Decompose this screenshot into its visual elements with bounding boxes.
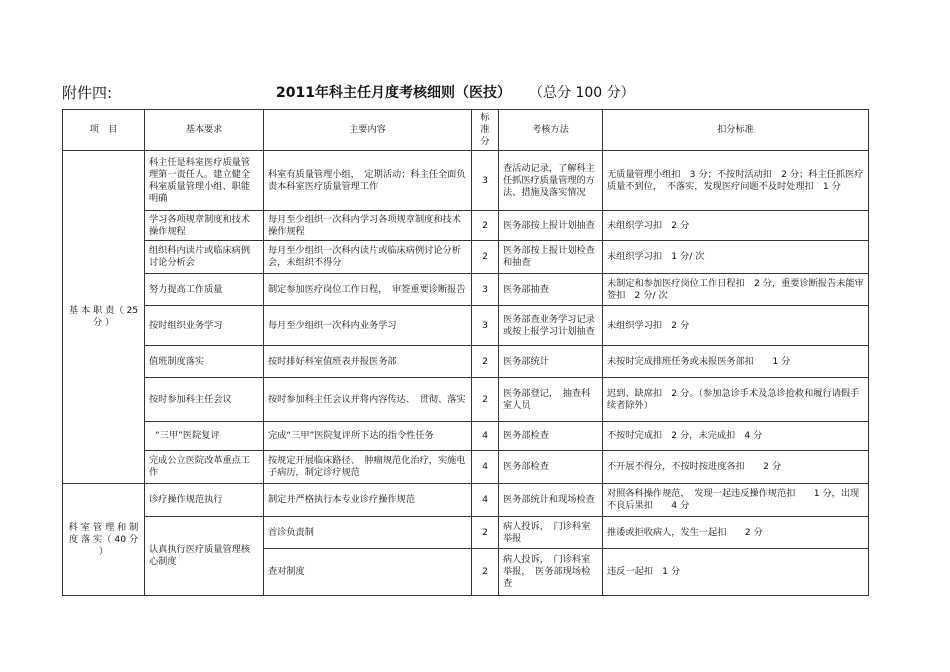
table-row [63, 274, 869, 306]
deduction-cell: 未组织学习扣 2 分 [603, 306, 869, 346]
method-cell: 医务部查业务学习记录或按上报学习计划抽查 [499, 306, 603, 346]
requirement-cell: 按时组织业务学习 [145, 306, 264, 346]
method-cell: 医务部检查 [499, 451, 603, 484]
requirement-cell: 组织科内读片或临床病例讨论分析会 [145, 241, 264, 274]
score-cell: 3 [472, 151, 499, 211]
method-cell: 医务部登记， 抽查科室人员 [499, 378, 603, 422]
table-row [63, 451, 869, 484]
content-cell: 每月至少组织一次科内读片或临床病例讨论分析会，未组织不得分 [264, 241, 472, 274]
deduction-cell: 不开展不得分，不按时按进度各扣 2 分 [603, 451, 869, 484]
requirement-cell: 诊疗操作规范执行 [145, 484, 264, 517]
deduction-cell: 推诿或拒收病人，发生一起扣 2 分 [603, 517, 869, 549]
score-cell: 2 [472, 378, 499, 422]
score-cell: 3 [472, 274, 499, 306]
deduction-cell: 未组织学习扣 2 分 [603, 211, 869, 241]
column-header-requirement: 基本要求 [145, 110, 264, 151]
deduction-cell: 违反一起扣 1 分 [603, 549, 869, 596]
requirement-cell: “三甲”医院复评 [145, 422, 264, 451]
requirement-cell: 努力提高工作质量 [145, 274, 264, 306]
table-header-row [63, 110, 869, 151]
score-cell: 2 [472, 346, 499, 378]
table-row [63, 151, 869, 211]
method-cell: 病人投诉， 门诊科室举报， 医务部现场检查 [499, 549, 603, 596]
deduction-cell: 无质量管理小组扣 3 分；不按时活动扣 2 分；科主任抓医疗质量不到位， 不落实，发现医疗问题不及时处理扣 1 分 [603, 151, 869, 211]
table-row [63, 346, 869, 378]
method-cell: 医务部统计和现场检查 [499, 484, 603, 517]
requirement-cell: 值班制度落实 [145, 346, 264, 378]
method-cell: 查活动记录，了解科主任抓医疗质量管理的方法、措施及落实情况 [499, 151, 603, 211]
requirement-cell: 按时参加科主任会议 [145, 378, 264, 422]
table-row [63, 306, 869, 346]
content-cell: 按时排好科室值班表并报医务部 [264, 346, 472, 378]
content-cell: 按时参加科主任会议并将内容传达、 贯彻、落实 [264, 378, 472, 422]
score-cell: 2 [472, 211, 499, 241]
section-label: 基 本 职 责（ 25 分 ） [63, 151, 145, 484]
requirement-cell: 学习各项规章制度和技术操作规程 [145, 211, 264, 241]
table-row [63, 378, 869, 422]
method-cell: 医务部抽查 [499, 274, 603, 306]
table-row [63, 422, 869, 451]
requirement-cell: 完成公立医院改革重点工作 [145, 451, 264, 484]
method-cell: 医务部按上报计划抽查 [499, 211, 603, 241]
requirement-cell: 科主任是科室医疗质量管理第一责任人。建立健全科室质量管理小组、职能明确 [145, 151, 264, 211]
score-cell: 4 [472, 422, 499, 451]
method-cell: 医务部统计 [499, 346, 603, 378]
score-cell: 4 [472, 484, 499, 517]
deduction-cell: 未制定和参加医疗岗位工作日程扣 2 分，重要诊断报告未能审签扣 2 分/ 次 [603, 274, 869, 306]
deduction-cell: 迟到、缺席扣 2 分。（参加急诊手术及急诊抢救和履行请假手续者除外） [603, 378, 869, 422]
section-label: 科 室 管 理 和 制 度 落 实（ 40 分 ） [63, 484, 145, 596]
content-cell: 首诊负责制 [264, 517, 472, 549]
content-cell: 按规定开展临床路径、 肿瘤规范化治疗，实施电子病历，制定诊疗规范 [264, 451, 472, 484]
method-cell: 医务部按上报计划检查和抽查 [499, 241, 603, 274]
method-cell: 医务部检查 [499, 422, 603, 451]
deduction-cell: 未按时完成排班任务或未报医务部扣 1 分 [603, 346, 869, 378]
column-header-deduction: 扣分标准 [603, 110, 869, 151]
content-cell: 科室有质量管理小组， 定期活动；科主任全面负责本科室医疗质量管理工作 [264, 151, 472, 211]
appendix-label: 附件四: [62, 84, 113, 102]
table-row [63, 484, 869, 517]
content-cell: 每月至少组织一次科内学习各项规章制度和技术操作规程 [264, 211, 472, 241]
column-header-item: 项 目 [63, 110, 145, 151]
table-row [63, 517, 869, 549]
assessment-table [62, 109, 869, 596]
table-row [63, 211, 869, 241]
total-score: （总分 100 分） [529, 85, 635, 101]
content-cell: 查对制度 [264, 549, 472, 596]
score-cell: 2 [472, 549, 499, 596]
content-cell: 每月至少组织一次科内业务学习 [264, 306, 472, 346]
document-header [62, 82, 868, 102]
content-cell: 制定参加医疗岗位工作日程， 审签重要诊断报告 [264, 274, 472, 306]
content-cell: 制定并严格执行本专业诊疗操作规范 [264, 484, 472, 517]
deduction-cell: 不按时完成扣 2 分，未完成扣 4 分 [603, 422, 869, 451]
deduction-cell: 对照各科操作规范， 发现一起违反操作规范扣 1 分，出现不良后果扣 4 分 [603, 484, 869, 517]
column-header-content: 主要内容 [264, 110, 472, 151]
column-header-method: 考核方法 [499, 110, 603, 151]
score-cell: 2 [472, 241, 499, 274]
score-cell: 2 [472, 517, 499, 549]
deduction-cell: 未组织学习扣 1 分/ 次 [603, 241, 869, 274]
requirement-cell: 认真执行医疗质量管理核心制度 [145, 517, 264, 596]
score-cell: 3 [472, 306, 499, 346]
content-cell: 完成“三甲”医院复评所下达的指令性任务 [264, 422, 472, 451]
table-row [63, 241, 869, 274]
column-header-score: 标准分 [472, 110, 499, 151]
method-cell: 病人投诉， 门诊科室举报 [499, 517, 603, 549]
score-cell: 4 [472, 451, 499, 484]
document-title: 2011年科主任月度考核细则（医技） [276, 85, 511, 101]
